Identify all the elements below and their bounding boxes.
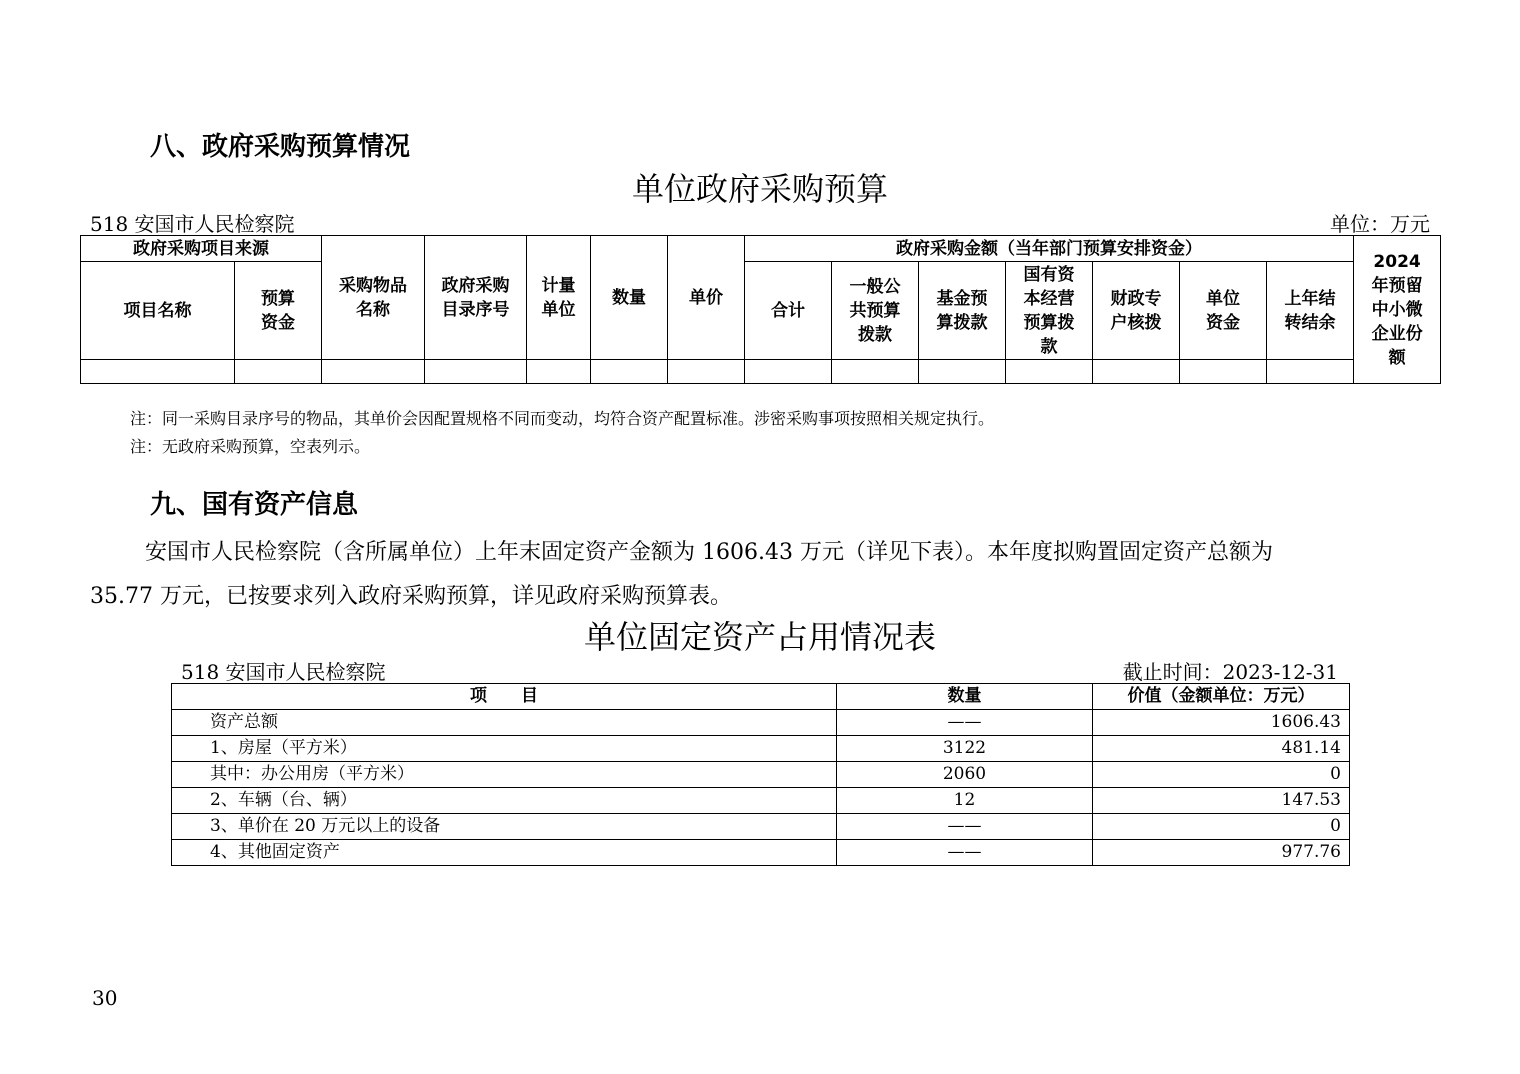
asset-item: 2、车辆（台、辆） [172,788,837,814]
procurement-note-1: 注：同一采购目录序号的物品，其单价会因配置规格不同而变动，均符合资产配置标准。涉密采购事项按照相关规定执行。 [130,409,995,428]
procurement-unit-name: 518 安国市人民检察院 [90,212,295,236]
empty-cell [1267,360,1354,384]
empty-cell [919,360,1006,384]
asset-item: 资产总额 [172,710,837,736]
assets-unit-name: 518 安国市人民检察院 [181,660,386,684]
asset-value: 1606.43 [1093,710,1350,736]
asset-value: 147.53 [1093,788,1350,814]
procurement-currency-unit: 单位：万元 [1330,212,1430,236]
section-9-heading: 九、国有资产信息 [150,490,359,520]
asset-item: 1、房屋（平方米） [172,736,837,762]
header-state-capital: 国有资本经营预算拨款 [1006,262,1093,360]
asset-value: 977.76 [1093,840,1350,866]
header-unit: 计量单位 [527,236,591,360]
empty-cell [322,360,425,384]
header-goods-name: 采购物品名称 [322,236,425,360]
empty-cell [1180,360,1267,384]
header-unit-fund: 单位资金 [1180,262,1267,360]
procurement-table-title: 单位政府采购预算 [631,170,888,208]
asset-item: 3、单价在 20 万元以上的设备 [172,814,837,840]
assets-table-title: 单位固定资产占用情况表 [583,618,936,656]
assets-header-value: 价值（金额单位：万元） [1093,684,1350,710]
empty-cell [1006,360,1093,384]
table-row [172,710,1350,736]
asset-value: 481.14 [1093,736,1350,762]
table-row [172,814,1350,840]
procurement-table [80,235,1441,384]
asset-item: 4、其他固定资产 [172,840,837,866]
table-row [172,762,1350,788]
empty-cell [668,360,745,384]
header-special-account: 财政专户核拨 [1093,262,1180,360]
page-number: 30 [92,986,118,1010]
empty-cell [425,360,527,384]
assets-deadline: 截止时间：2023-12-31 [1122,660,1338,684]
asset-quantity: —— [837,840,1093,866]
assets-table [171,683,1350,866]
header-amount-group: 政府采购金额（当年部门预算安排资金） [745,236,1354,262]
header-fund-budget: 基金预算拨款 [919,262,1006,360]
header-budget-fund: 预算资金 [235,262,322,360]
empty-cell [527,360,591,384]
table-row [172,788,1350,814]
empty-cell [745,360,832,384]
asset-item: 其中：办公用房（平方米） [172,762,837,788]
asset-quantity: 12 [837,788,1093,814]
header-general-budget: 一般公共预算拨款 [832,262,919,360]
header-total: 合计 [745,262,832,360]
empty-cell [235,360,322,384]
header-carryover: 上年结转结余 [1267,262,1354,360]
asset-value: 0 [1093,814,1350,840]
asset-quantity: —— [837,814,1093,840]
asset-quantity: —— [837,710,1093,736]
header-unit-price: 单价 [668,236,745,360]
empty-cell [591,360,668,384]
header-source-group: 政府采购项目来源 [81,236,322,262]
header-catalog-no: 政府采购目录序号 [425,236,527,360]
procurement-note-2: 注：无政府采购预算，空表列示。 [130,437,371,456]
empty-cell [81,360,235,384]
empty-cell [832,360,919,384]
asset-quantity: 3122 [837,736,1093,762]
header-reserved-share: 2024 年预留中小微企业份额 [1354,236,1441,384]
asset-value: 0 [1093,762,1350,788]
assets-paragraph-line-1: 安国市人民检察院（含所属单位）上年末固定资产金额为 1606.43 万元（详见下表）。本年度拟购置固定资产总额为 [145,540,1273,565]
asset-quantity: 2060 [837,762,1093,788]
assets-paragraph-line-2: 35.77 万元，已按要求列入政府采购预算，详见政府采购预算表。 [90,584,732,609]
table-row [172,840,1350,866]
section-8-heading: 八、政府采购预算情况 [150,132,411,162]
header-item-name: 项目名称 [81,262,235,360]
assets-header-item: 项 目 [172,684,837,710]
header-quantity: 数量 [591,236,668,360]
assets-header-quantity: 数量 [837,684,1093,710]
table-row [172,736,1350,762]
empty-cell [1093,360,1180,384]
